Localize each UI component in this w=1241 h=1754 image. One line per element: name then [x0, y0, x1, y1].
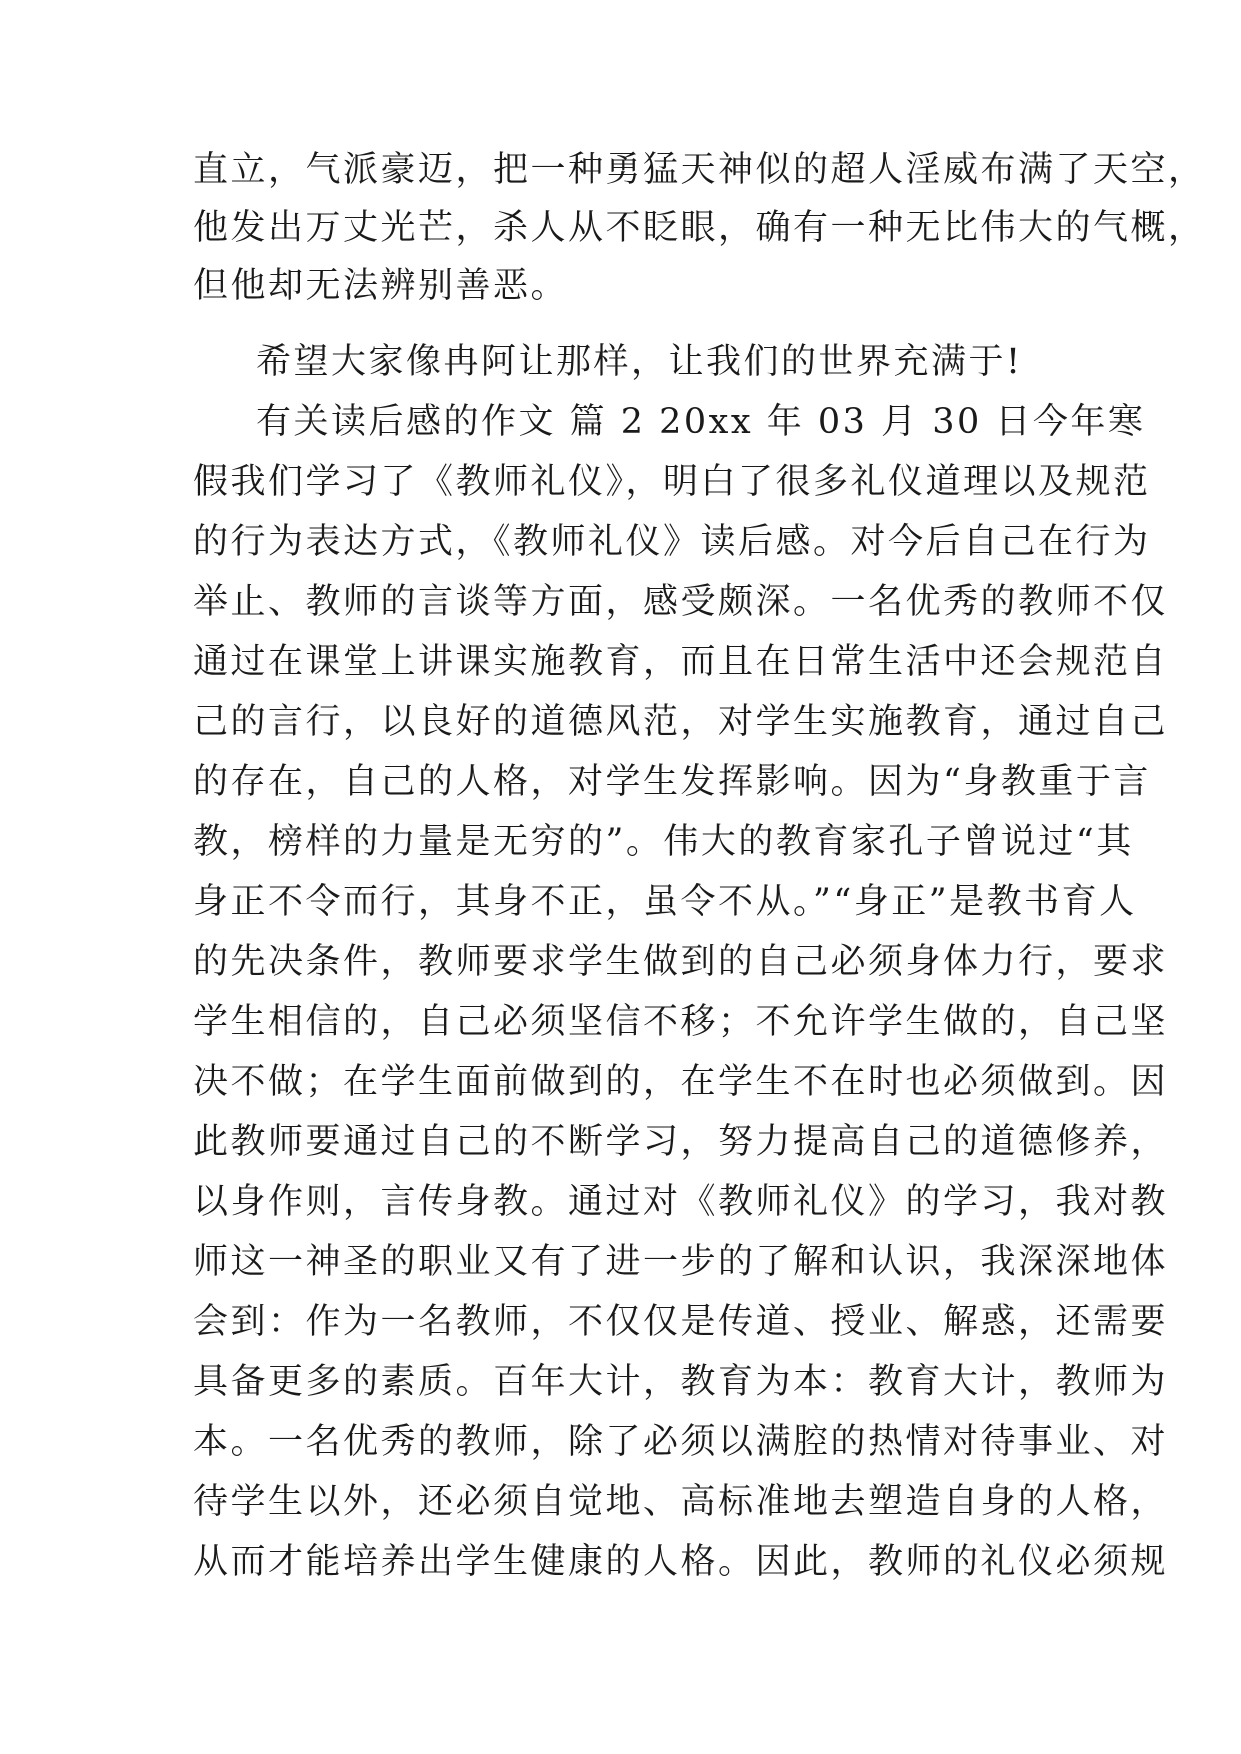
text-line: 决不做；在学生面前做到的，在学生不在时也必须做到。因 — [193, 1062, 1169, 1102]
text-line: 具备更多的素质。百年大计，教育为本：教育大计，教师为 — [193, 1362, 1169, 1402]
text-line: 的行为表达方式，《教师礼仪》读后感。对今后自己在行为 — [193, 522, 1151, 562]
text-line: 直立，气派豪迈，把一种勇猛天神似的超人淫威布满了天空， — [193, 150, 1206, 190]
text-line: 师这一神圣的职业又有了进一步的了解和认识，我深深地体 — [193, 1242, 1169, 1282]
text-line: 他发出万丈光芒，杀人从不眨眼，确有一种无比伟大的气概， — [193, 208, 1206, 248]
text-line: 假我们学习了《教师礼仪》，明白了很多礼仪道理以及规范 — [193, 462, 1151, 502]
text-line: 己的言行，以良好的道德风范，对学生实施教育，通过自己 — [193, 702, 1169, 742]
text-line: 学生相信的，自己必须坚信不移；不允许学生做的，自己坚 — [193, 1002, 1169, 1042]
text-line: 教，榜样的力量是无穷的”。伟大的教育家孔子曾说过“其 — [193, 822, 1134, 862]
text-line: 会到：作为一名教师，不仅仅是传道、授业、解惑，还需要 — [193, 1302, 1169, 1342]
text-line: 举止、教师的言谈等方面，感受颇深。一名优秀的教师不仅 — [193, 582, 1169, 622]
text-line: 此教师要通过自己的不断学习，努力提高自己的道德修养， — [193, 1122, 1169, 1162]
text-line: 本。一名优秀的教师，除了必须以满腔的热情对待事业、对 — [193, 1422, 1169, 1462]
text-line: 的存在，自己的人格，对学生发挥影响。因为“身教重于言 — [193, 762, 1151, 802]
text-line: 从而才能培养出学生健康的人格。因此，教师的礼仪必须规 — [193, 1542, 1169, 1582]
text-line: 身正不令而行，其身不正，虽令不从。”“身正”是教书育人 — [193, 882, 1137, 922]
text-line: 但他却无法辨别善恶。 — [193, 266, 569, 306]
text-line: 希望大家像冉阿让那样，让我们的世界充满于! — [256, 342, 1023, 382]
text-line: 有关读后感的作文 篇 2 20xx 年 03 月 30 日今年寒 — [256, 402, 1146, 442]
text-line: 以身作则，言传身教。通过对《教师礼仪》的学习，我对教 — [193, 1182, 1169, 1222]
text-line: 待学生以外，还必须自觉地、高标准地去塑造自身的人格， — [193, 1482, 1169, 1522]
text-line: 通过在课堂上讲课实施教育，而且在日常生活中还会规范自 — [193, 642, 1169, 682]
text-line: 的先决条件，教师要求学生做到的自己必须身体力行，要求 — [193, 942, 1169, 982]
